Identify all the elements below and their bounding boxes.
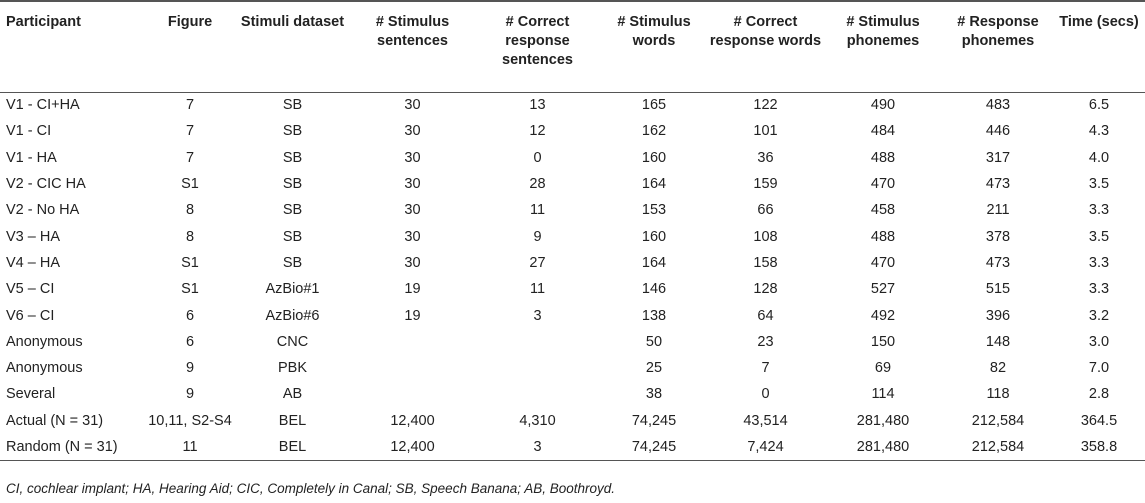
table-cell: 30	[404, 123, 421, 140]
table-cell: 30	[404, 149, 421, 166]
table-cell: SB	[282, 97, 303, 114]
table-cell: 158	[753, 254, 778, 271]
table-cell	[350, 329, 475, 355]
table-cell: 36	[757, 149, 774, 166]
table-cell: S1	[181, 281, 199, 298]
table-cell: 148	[985, 333, 1011, 350]
table-cell: Anonymous	[6, 360, 83, 377]
table-cell: 4.3	[1088, 123, 1110, 140]
table-cell: 30	[404, 176, 421, 193]
table-cell: 6.5	[1088, 97, 1110, 114]
table-cell: 473	[985, 176, 1011, 193]
column-header: # Correct response words	[709, 14, 822, 49]
table-cell: 11	[182, 438, 198, 455]
table-cell: 82	[989, 360, 1007, 377]
table-cell: 74,245	[631, 412, 677, 429]
table-row	[0, 250, 1145, 276]
table-cell: V1 - CI+HA	[6, 97, 80, 114]
table-cell: 484	[870, 123, 896, 140]
table-cell: 281,480	[856, 438, 910, 455]
table-cell: SB	[282, 228, 303, 245]
table-cell	[350, 381, 475, 407]
table-cell: 159	[753, 176, 778, 193]
table-cell: V1 - HA	[6, 149, 57, 166]
table-cell: 101	[753, 123, 778, 140]
table-cell: 7	[761, 360, 770, 377]
table-cell: SB	[282, 202, 303, 219]
table-cell: 11	[529, 202, 546, 219]
table-cell: 122	[753, 97, 778, 114]
table-row	[0, 408, 1145, 434]
column-header: # Stimulus words	[617, 14, 691, 49]
table-cell: 212,584	[971, 412, 1025, 429]
table-cell: 4.0	[1088, 149, 1110, 166]
table-row	[0, 276, 1145, 302]
table-cell: V6 – CI	[6, 307, 55, 324]
table-cell: PBK	[277, 360, 307, 377]
table-cell: 160	[641, 228, 667, 245]
table-row	[0, 302, 1145, 328]
table-cell: 3.3	[1088, 254, 1110, 271]
table-row	[0, 145, 1145, 171]
table-cell: 492	[870, 307, 896, 324]
table-cell: 164	[641, 176, 667, 193]
table-cell: 396	[985, 307, 1011, 324]
column-header: # Stimulus phonemes	[846, 14, 920, 49]
table-cell: SB	[282, 149, 303, 166]
table-body	[0, 92, 1145, 460]
table-cell: 64	[757, 307, 774, 324]
table-cell: 8	[185, 228, 195, 245]
table-cell: 12	[529, 123, 546, 140]
table-cell: V3 – HA	[6, 228, 60, 245]
table-cell	[475, 381, 600, 407]
column-header: Time (secs)	[1059, 14, 1139, 30]
table-cell: 118	[986, 386, 1010, 403]
table-cell: 3.5	[1088, 176, 1110, 193]
table-cell: 473	[985, 254, 1011, 271]
table-cell: 458	[870, 202, 896, 219]
table-cell: 146	[641, 281, 667, 298]
table-cell: 3.3	[1088, 202, 1110, 219]
table-row	[0, 118, 1145, 144]
table-cell: 7	[185, 123, 195, 140]
table-cell: 470	[870, 176, 896, 193]
table-cell: V4 – HA	[6, 254, 60, 271]
table-cell: SB	[282, 123, 303, 140]
table-cell: 7	[185, 149, 195, 166]
table-cell: 9	[533, 228, 542, 245]
table-cell: S1	[181, 254, 199, 271]
table-cell: 162	[641, 123, 667, 140]
table-row	[0, 171, 1145, 197]
table-cell: 11	[529, 281, 546, 298]
table-cell: 138	[641, 307, 667, 324]
table-cell: 2.8	[1088, 386, 1110, 403]
table-row	[0, 381, 1145, 407]
table-cell: V5 – CI	[6, 281, 55, 298]
table-cell: S1	[181, 176, 199, 193]
table-cell: Actual (N = 31)	[6, 412, 104, 429]
table-cell: 12,400	[390, 438, 435, 455]
table-cell: 165	[641, 97, 667, 114]
table-cell: 38	[645, 386, 663, 403]
table-footnote: CI, cochlear implant; HA, Hearing Aid; CIC, Completely in Canal; SB, Speech Banana; AB, Boothroyd.	[6, 481, 616, 496]
table-cell: 3.3	[1088, 281, 1110, 298]
table-cell: 153	[641, 202, 667, 219]
table-cell	[350, 355, 475, 381]
table-cell: 3	[533, 307, 542, 324]
table-row	[0, 197, 1145, 223]
table-cell: 19	[404, 281, 421, 298]
table-cell: 7,424	[747, 438, 784, 455]
table-cell: 160	[641, 149, 667, 166]
table-cell: SB	[282, 176, 303, 193]
table-cell: 30	[404, 97, 421, 114]
table-cell: 10,11, S2-S4	[148, 412, 232, 429]
table-cell: 30	[404, 254, 421, 271]
table-cell: 8	[185, 202, 195, 219]
table-cell: 3.5	[1088, 228, 1110, 245]
table-cell: 23	[757, 333, 774, 350]
table-cell: 3.0	[1088, 333, 1110, 350]
table-cell: 212,584	[971, 438, 1025, 455]
table-cell: 4,310	[519, 412, 556, 429]
table-cell: Several	[6, 386, 56, 403]
table-cell: 364.5	[1080, 412, 1118, 429]
table-cell: 27	[529, 254, 546, 271]
table-cell: BEL	[278, 438, 307, 455]
table-cell: 30	[404, 202, 421, 219]
table-cell: 515	[985, 281, 1011, 298]
table-cell: V1 - CI	[6, 123, 52, 140]
table-cell: 0	[761, 386, 770, 403]
table-row	[0, 223, 1145, 249]
table-cell: 6	[185, 333, 195, 350]
header-row	[0, 0, 1145, 92]
table-row	[0, 434, 1145, 460]
table-cell: 483	[985, 97, 1011, 114]
table-cell: 9	[185, 360, 195, 377]
table-cell: 488	[870, 228, 896, 245]
table-cell: 28	[529, 176, 546, 193]
table-row	[0, 329, 1145, 355]
table-cell: 317	[985, 149, 1011, 166]
table-cell: 3.2	[1088, 307, 1110, 324]
table-cell: 19	[404, 307, 421, 324]
table-cell: Random (N = 31)	[6, 438, 118, 455]
column-header: # Stimulus sentences	[375, 14, 450, 49]
table-cell: 114	[871, 386, 895, 403]
table-cell: 30	[404, 228, 421, 245]
column-header: Stimuli dataset	[240, 14, 345, 30]
table-cell: 358.8	[1080, 438, 1118, 455]
table-cell: 9	[185, 386, 195, 403]
table-cell: V2 - No HA	[6, 202, 80, 219]
table-cell: 66	[757, 202, 774, 219]
table-cell: 43,514	[743, 412, 788, 429]
table-cell: 164	[641, 254, 667, 271]
table-cell: 488	[870, 149, 896, 166]
table-cell: 128	[753, 281, 778, 298]
table-row	[0, 355, 1145, 381]
table-cell: 0	[533, 149, 542, 166]
table-cell: CNC	[276, 333, 309, 350]
column-header: Figure	[167, 14, 213, 30]
table-cell	[475, 329, 600, 355]
table-cell: 25	[645, 360, 663, 377]
table-cell	[475, 355, 600, 381]
table-cell: 108	[753, 228, 778, 245]
table-cell: 490	[870, 97, 896, 114]
table-cell: 3	[533, 438, 542, 455]
table-cell: 7	[185, 97, 195, 114]
table-cell: 74,245	[631, 438, 677, 455]
table-cell: V2 - CIC HA	[6, 176, 86, 193]
table-cell: 6	[185, 307, 195, 324]
table-cell: 470	[870, 254, 896, 271]
table-cell: AzBio#1	[265, 281, 320, 298]
table-cell: SB	[282, 254, 303, 271]
table-cell: 378	[985, 228, 1011, 245]
table-cell: AB	[282, 386, 303, 403]
table-cell: 12,400	[390, 412, 435, 429]
table-cell: 150	[870, 333, 896, 350]
table-cell: 446	[985, 123, 1011, 140]
table-cell: 13	[529, 97, 546, 114]
column-header: Participant	[6, 14, 81, 30]
table-cell: 69	[874, 360, 892, 377]
column-header: # Response phonemes	[957, 14, 1039, 49]
table-cell: 527	[870, 281, 896, 298]
column-header: # Correct response sentences	[502, 14, 573, 68]
table-cell: 7.0	[1088, 360, 1110, 377]
table-cell: Anonymous	[6, 333, 83, 350]
table-cell: 281,480	[856, 412, 910, 429]
table-cell: AzBio#6	[265, 307, 320, 324]
table-row	[0, 92, 1145, 118]
table-cell: BEL	[278, 412, 307, 429]
table-cell: 50	[645, 333, 663, 350]
table-cell: 211	[986, 202, 1010, 219]
